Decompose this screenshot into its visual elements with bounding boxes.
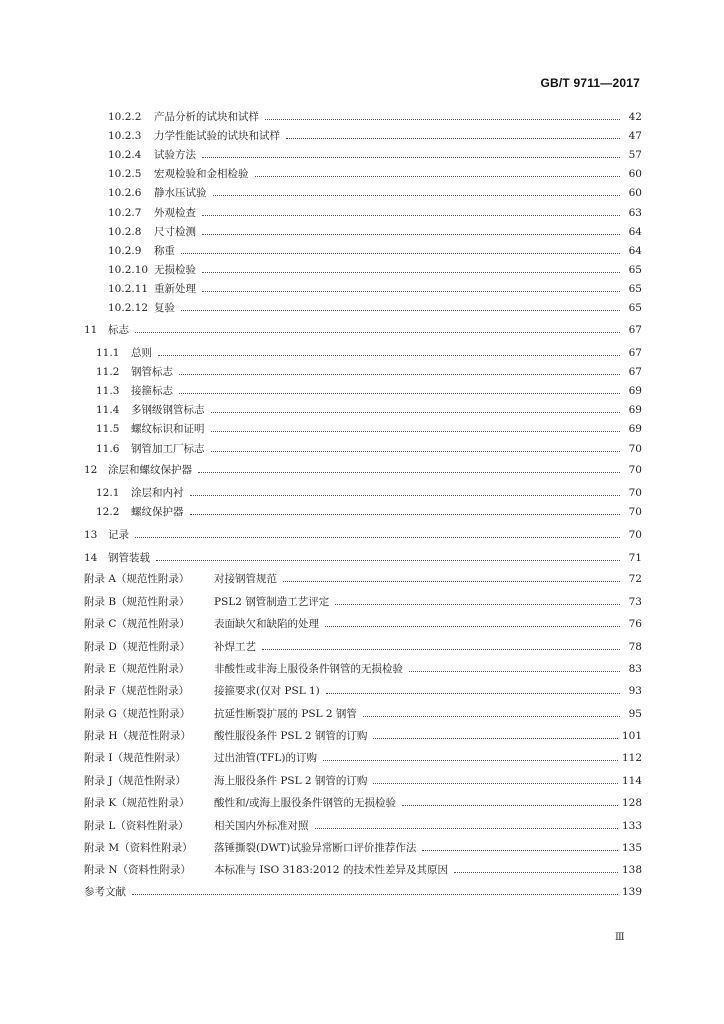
toc-entry-title: 产品分析的试块和试样 bbox=[154, 111, 259, 123]
toc-entry-number: 10.2.3 bbox=[108, 130, 142, 142]
toc-entry-page: 69 bbox=[628, 404, 642, 416]
toc-entry-title: 称重 bbox=[154, 245, 175, 257]
toc-entry-page: 64 bbox=[628, 245, 642, 257]
toc-entry-title: 尺寸检测 bbox=[154, 226, 196, 238]
toc-entry-number: 11.6 bbox=[96, 443, 120, 455]
toc-entry-number: 附录 L（资料性附录） bbox=[84, 820, 189, 832]
toc-entry-number: 13 bbox=[84, 529, 98, 541]
toc-dot-leader bbox=[323, 760, 618, 761]
toc-entry[interactable] bbox=[0, 883, 642, 901]
toc-entry-page: 139 bbox=[621, 886, 642, 898]
toc-entry-title: 相关国内外标准对照 bbox=[214, 820, 309, 832]
toc-entry-number: 10.2.7 bbox=[108, 207, 142, 219]
toc-entry[interactable] bbox=[0, 420, 642, 438]
toc-entry-number: 10.2.11 bbox=[108, 283, 149, 295]
toc-entry-title: 宏观检验和金相检验 bbox=[154, 168, 249, 180]
toc-entry-title: 酸性服役条件 PSL 2 钢管的订购 bbox=[214, 730, 368, 742]
toc-entry-title: 钢管装载 bbox=[108, 552, 150, 564]
toc-entry-title: 多钢级钢管标志 bbox=[131, 404, 205, 416]
toc-dot-leader bbox=[202, 234, 620, 235]
toc-dot-leader bbox=[402, 805, 618, 806]
toc-entry-title: 海上服役条件 PSL 2 钢管的订购 bbox=[214, 775, 368, 787]
toc-entry-title: 复验 bbox=[154, 302, 175, 314]
toc-entry[interactable] bbox=[0, 127, 642, 145]
toc-entry[interactable] bbox=[0, 705, 642, 723]
toc-dot-leader bbox=[283, 581, 620, 582]
toc-dot-leader bbox=[156, 560, 620, 561]
toc-dot-leader bbox=[181, 310, 620, 311]
toc-entry-page: 112 bbox=[621, 752, 642, 764]
toc-entry-number: 10.2.6 bbox=[108, 187, 142, 199]
toc-entry-number: 10.2.9 bbox=[108, 245, 142, 257]
toc-entry-number: 附录 I（规范性附录） bbox=[84, 752, 186, 764]
toc-dot-leader bbox=[211, 412, 621, 413]
toc-entry-title: 对接钢管规范 bbox=[214, 573, 277, 585]
toc-entry-page: 65 bbox=[628, 283, 642, 295]
toc-entry-title: 涂层和内衬 bbox=[131, 487, 184, 499]
toc-entry-page: 70 bbox=[628, 529, 642, 541]
toc-entry-title: 力学性能试验的试块和试样 bbox=[154, 130, 280, 142]
toc-entry[interactable] bbox=[0, 108, 642, 126]
toc-entry-number: 11.5 bbox=[96, 423, 120, 435]
toc-entry[interactable] bbox=[0, 817, 642, 835]
toc-entry[interactable] bbox=[0, 503, 642, 521]
toc-entry-page: 70 bbox=[628, 506, 642, 518]
toc-entry-page: 42 bbox=[628, 111, 642, 123]
toc-entry-number: 10.2.12 bbox=[108, 302, 149, 314]
toc-entry[interactable] bbox=[0, 401, 642, 419]
toc-entry-number: 12.2 bbox=[96, 506, 120, 518]
toc-dot-leader bbox=[202, 272, 620, 273]
toc-dot-leader bbox=[135, 537, 620, 538]
toc-dot-leader bbox=[181, 253, 620, 254]
toc-dot-leader bbox=[190, 514, 621, 515]
toc-entry-title: 总则 bbox=[131, 347, 152, 359]
toc-dot-leader bbox=[135, 332, 620, 333]
toc-entry-number: 附录 K（规范性附录） bbox=[84, 797, 190, 809]
toc-entry-page: 95 bbox=[628, 708, 642, 720]
toc-entry-page: 71 bbox=[628, 552, 642, 564]
toc-entry-title: 试验方法 bbox=[154, 149, 196, 161]
toc-entry-number: 11.2 bbox=[96, 366, 120, 378]
toc-entry[interactable] bbox=[0, 223, 642, 241]
page-header-standard-code: GB/T 9711—2017 bbox=[540, 76, 640, 90]
toc-dot-leader bbox=[202, 157, 620, 158]
toc-entry-number: 附录 D（规范性附录） bbox=[84, 641, 191, 653]
toc-entry[interactable] bbox=[0, 593, 642, 611]
toc-dot-leader bbox=[255, 176, 621, 177]
toc-entry-page: 63 bbox=[628, 207, 642, 219]
toc-entry-page: 78 bbox=[628, 641, 642, 653]
toc-entry[interactable] bbox=[0, 615, 642, 633]
toc-entry[interactable] bbox=[0, 526, 642, 544]
toc-entry-page: 76 bbox=[628, 618, 642, 630]
toc-entry-number: 10.2.4 bbox=[108, 149, 142, 161]
toc-entry-page: 67 bbox=[628, 366, 642, 378]
toc-entry-page: 70 bbox=[628, 464, 642, 476]
toc-entry[interactable] bbox=[0, 321, 642, 339]
toc-entry-title: 接箍标志 bbox=[131, 385, 173, 397]
toc-dot-leader bbox=[262, 649, 620, 650]
toc-entry-title: 外观检查 bbox=[154, 207, 196, 219]
toc-entry-page: 69 bbox=[628, 423, 642, 435]
toc-entry[interactable] bbox=[0, 146, 642, 164]
toc-entry-title: PSL2 钢管制造工艺评定 bbox=[214, 596, 330, 608]
toc-entry[interactable] bbox=[0, 727, 642, 745]
toc-dot-leader bbox=[454, 872, 618, 873]
toc-entry-number: 附录 F（规范性附录） bbox=[84, 685, 190, 697]
toc-entry-title: 螺纹标识和证明 bbox=[131, 423, 205, 435]
toc-entry[interactable] bbox=[0, 165, 642, 183]
toc-entry[interactable] bbox=[0, 682, 642, 700]
toc-entry-title: 钢管加工厂标志 bbox=[131, 443, 205, 455]
toc-dot-leader bbox=[158, 355, 620, 356]
toc-entry-page: 128 bbox=[621, 797, 642, 809]
toc-dot-leader bbox=[213, 195, 621, 196]
toc-entry-number: 附录 J（规范性附录） bbox=[84, 775, 187, 787]
toc-entry[interactable] bbox=[0, 204, 642, 222]
toc-entry-title: 涂层和螺纹保护器 bbox=[108, 464, 192, 476]
toc-entry[interactable] bbox=[0, 440, 642, 458]
page-number: Ⅲ bbox=[615, 932, 625, 943]
toc-entry-page: 65 bbox=[628, 264, 642, 276]
toc-entry[interactable] bbox=[0, 484, 642, 502]
toc-entry-number: 附录 G（规范性附录） bbox=[84, 708, 191, 720]
toc-entry-title: 补焊工艺 bbox=[214, 641, 256, 653]
toc-entry-title: 落锤撕裂(DWT)试验异常断口评价推荐作法 bbox=[214, 842, 417, 854]
toc-entry[interactable] bbox=[0, 184, 642, 202]
toc-entry-page: 114 bbox=[621, 775, 642, 787]
toc-dot-leader bbox=[409, 671, 620, 672]
toc-entry-number: 附录 B（规范性附录） bbox=[84, 596, 190, 608]
toc-entry-page: 93 bbox=[628, 685, 642, 697]
toc-entry-number: 11.3 bbox=[96, 385, 120, 397]
toc-dot-leader bbox=[198, 472, 620, 473]
toc-dot-leader bbox=[315, 828, 618, 829]
toc-entry-title: 标志 bbox=[108, 324, 129, 336]
toc-entry[interactable] bbox=[0, 461, 642, 479]
toc-entry[interactable] bbox=[0, 242, 642, 260]
toc-entry-title: 重新处理 bbox=[154, 283, 196, 295]
toc-entry[interactable] bbox=[0, 638, 642, 656]
toc-entry-number: 附录 M（资料性附录） bbox=[84, 842, 193, 854]
toc-entry-title: 过出油管(TFL)的订购 bbox=[214, 752, 317, 764]
toc-entry-page: 70 bbox=[628, 487, 642, 499]
toc-entry-page: 67 bbox=[628, 347, 642, 359]
toc-entry[interactable] bbox=[0, 794, 642, 812]
toc-dot-leader bbox=[202, 215, 620, 216]
toc-entry-title: 酸性和/或海上服役条件钢管的无损检验 bbox=[214, 797, 397, 809]
toc-entry-number: 附录 C（规范性附录） bbox=[84, 618, 190, 630]
toc-entry-page: 73 bbox=[628, 596, 642, 608]
toc-entry-page: 60 bbox=[628, 187, 642, 199]
toc-entry-number: 附录 E（规范性附录） bbox=[84, 663, 190, 675]
toc-dot-leader bbox=[179, 393, 620, 394]
toc-entry-title: 本标准与 ISO 3183:2012 的技术性差异及其原因 bbox=[214, 864, 448, 876]
toc-entry[interactable] bbox=[0, 749, 642, 767]
toc-entry-number: 10.2.2 bbox=[108, 111, 142, 123]
toc-entry-number: 10.2.5 bbox=[108, 168, 142, 180]
toc-entry-page: 70 bbox=[628, 443, 642, 455]
toc-entry[interactable] bbox=[0, 299, 642, 317]
toc-dot-leader bbox=[373, 738, 618, 739]
toc-entry-title: 表面缺欠和缺陷的处理 bbox=[214, 618, 319, 630]
toc-entry-number: 12.1 bbox=[96, 487, 120, 499]
toc-entry-number: 10.2.10 bbox=[108, 264, 149, 276]
toc-entry-number: 11 bbox=[84, 324, 98, 336]
toc-dot-leader bbox=[132, 894, 618, 895]
toc-entry[interactable] bbox=[0, 772, 642, 790]
toc-dot-leader bbox=[202, 291, 620, 292]
toc-entry-page: 72 bbox=[628, 573, 642, 585]
toc-entry-title: 记录 bbox=[108, 529, 129, 541]
toc-entry-page: 83 bbox=[628, 663, 642, 675]
toc-dot-leader bbox=[190, 495, 621, 496]
toc-dot-leader bbox=[373, 783, 618, 784]
toc-dot-leader bbox=[335, 604, 620, 605]
toc-entry[interactable] bbox=[0, 660, 642, 678]
toc-entry-number: 10.2.8 bbox=[108, 226, 142, 238]
toc-dot-leader bbox=[422, 850, 618, 851]
toc-entry-page: 138 bbox=[621, 864, 642, 876]
toc-entry-page: 133 bbox=[621, 820, 642, 832]
toc-entry[interactable] bbox=[0, 839, 642, 857]
toc-entry-title: 静水压试验 bbox=[154, 187, 207, 199]
toc-entry-number: 附录 N（资料性附录） bbox=[84, 864, 192, 876]
toc-entry-number: 附录 H（规范性附录） bbox=[84, 730, 191, 742]
toc-dot-leader bbox=[363, 716, 620, 717]
toc-entry[interactable] bbox=[0, 861, 642, 879]
toc-entry-number: 11.1 bbox=[96, 347, 120, 359]
toc-entry-page: 69 bbox=[628, 385, 642, 397]
toc-entry[interactable] bbox=[0, 261, 642, 279]
toc-entry-title: 非酸性或非海上服役条件钢管的无损检验 bbox=[214, 663, 403, 675]
toc-entry-number: 附录 A（规范性附录） bbox=[84, 573, 190, 585]
toc-entry[interactable] bbox=[0, 280, 642, 298]
toc-dot-leader bbox=[265, 119, 620, 120]
toc-entry-page: 60 bbox=[628, 168, 642, 180]
toc-entry[interactable] bbox=[0, 570, 642, 588]
toc-dot-leader bbox=[211, 451, 621, 452]
toc-entry[interactable] bbox=[0, 382, 642, 400]
toc-entry-page: 64 bbox=[628, 226, 642, 238]
toc-entry-page: 47 bbox=[628, 130, 642, 142]
toc-dot-leader bbox=[325, 626, 620, 627]
toc-entry[interactable] bbox=[0, 344, 642, 362]
toc-entry[interactable] bbox=[0, 549, 642, 567]
toc-entry-title: 螺纹保护器 bbox=[131, 506, 184, 518]
toc-entry-title: 钢管标志 bbox=[131, 366, 173, 378]
toc-dot-leader bbox=[211, 431, 621, 432]
toc-entry-title: 抗延性断裂扩展的 PSL 2 钢管 bbox=[214, 708, 357, 720]
toc-entry-page: 57 bbox=[628, 149, 642, 161]
toc-entry-title: 接箍要求(仅对 PSL 1) bbox=[214, 685, 320, 697]
toc-dot-leader bbox=[326, 693, 620, 694]
toc-entry-number: 11.4 bbox=[96, 404, 120, 416]
toc-dot-leader bbox=[179, 374, 620, 375]
toc-entry-number: 14 bbox=[84, 552, 98, 564]
toc-entry[interactable] bbox=[0, 363, 642, 381]
toc-dot-leader bbox=[286, 138, 620, 139]
toc-entry-page: 65 bbox=[628, 302, 642, 314]
toc-entry-title: 参考文献 bbox=[84, 886, 126, 898]
toc-entry-title: 无损检验 bbox=[154, 264, 196, 276]
toc-entry-number: 12 bbox=[84, 464, 98, 476]
toc-entry-page: 135 bbox=[621, 842, 642, 854]
toc-entry-page: 67 bbox=[628, 324, 642, 336]
toc-entry-page: 101 bbox=[621, 730, 642, 742]
